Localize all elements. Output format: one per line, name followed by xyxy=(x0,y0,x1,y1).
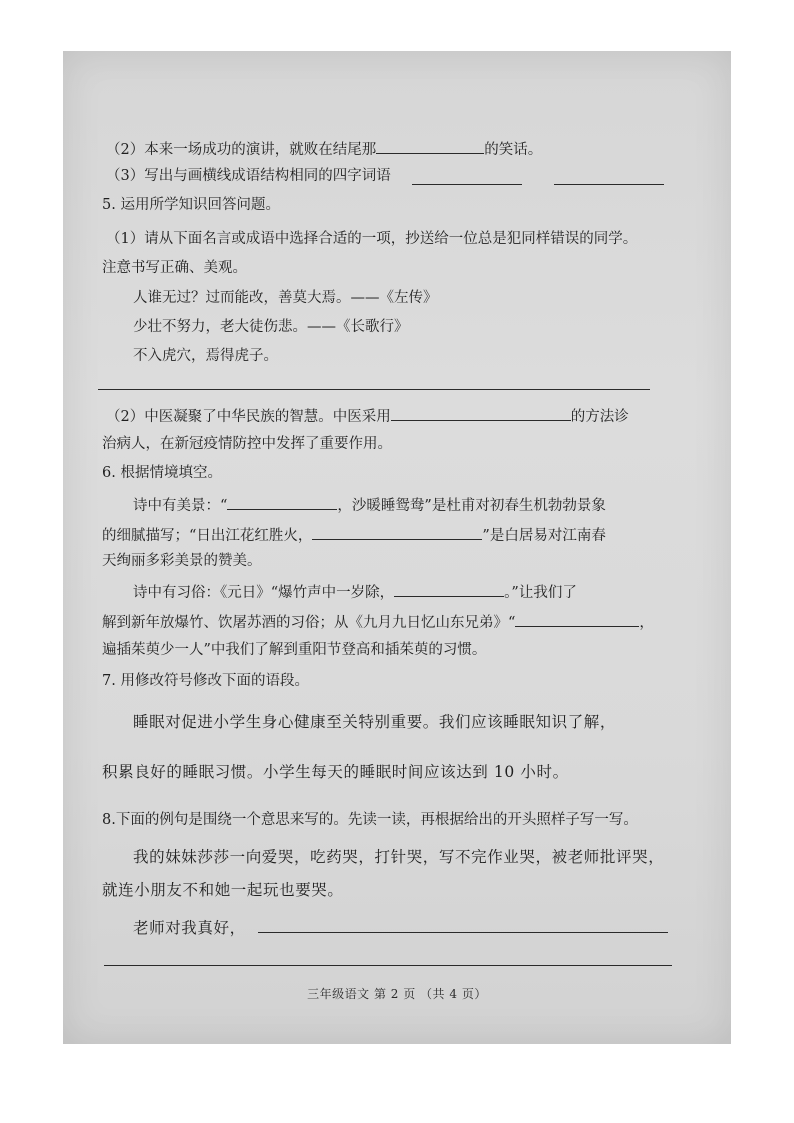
page-footer: 三年级语文 第 2 页 （共 4 页） xyxy=(307,987,487,1001)
q4-item-2: （2）本来一场成功的演讲，就败在结尾那 的笑话。 xyxy=(106,138,542,160)
q5-item-2-blank[interactable] xyxy=(391,405,571,421)
q6-custom-blank-1[interactable] xyxy=(394,581,504,597)
q7-passage-line-1[interactable]: 睡眠对促进小学生身心健康至关特别重要。我们应该睡眠知识了解， xyxy=(133,713,617,731)
q5-answer-line[interactable] xyxy=(98,389,650,390)
q8-answer-line-1[interactable] xyxy=(258,932,668,933)
q5-item-2-line-1: （2）中医凝聚了中华民族的智慧。中医采用 的方法诊 xyxy=(106,405,629,427)
q4-item-3-blank-2[interactable] xyxy=(554,169,664,185)
q6-scenery-blank-1[interactable] xyxy=(227,494,337,510)
q5-quote-2: 少壮不努力，老大徒伤悲。——《长歌行》 xyxy=(133,319,409,335)
q8-prompt-start: 老师对我真好， xyxy=(133,919,246,937)
q8-example-line-2: 就连小朋友不和她一起玩也要哭。 xyxy=(102,881,344,899)
q6-scenery-blank-2[interactable] xyxy=(312,524,482,540)
q6-scenery-line-3: 天绚丽多彩美景的赞美。 xyxy=(102,553,262,569)
q5-item-1-line-1: （1）请从下面名言或成语中选择合适的一项，抄送给一位总是犯同样错误的同学。 xyxy=(106,231,638,247)
q8-example-line-1: 我的妹妹莎莎一向爱哭，吃药哭，打针哭，写不完作业哭，被老师批评哭， xyxy=(133,848,665,866)
q5-heading: 5. 运用所学知识回答问题。 xyxy=(102,197,280,213)
q4-item-3-blank-1[interactable] xyxy=(412,169,522,185)
q6-custom-line-1: 诗中有习俗：《元日》“爆竹声中一岁除， 。”让我们了 xyxy=(133,581,577,603)
q6-scenery-line-2: 的细腻描写；“日出江花红胜火， ”是白居易对江南春 xyxy=(102,524,606,546)
q8-answer-line-2[interactable] xyxy=(104,965,672,966)
q7-passage-line-2[interactable]: 积累良好的睡眠习惯。小学生每天的睡眠时间应该达到 10 小时。 xyxy=(102,763,569,781)
q6-scenery-line-1: 诗中有美景：“ ，沙暖睡鸳鸯”是杜甫对初春生机勃勃景象 xyxy=(133,494,606,516)
q5-item-1-line-2: 注意书写正确、美观。 xyxy=(102,260,247,276)
q6-custom-line-3: 遍插茱萸少一人”中我们了解到重阳节登高和插茱萸的习惯。 xyxy=(102,642,487,658)
q5-quote-1: 人谁无过？过而能改，善莫大焉。——《左传》 xyxy=(133,290,438,306)
q5-item-2-line-2: 治病人，在新冠疫情防控中发挥了重要作用。 xyxy=(102,436,392,452)
q6-custom-line-2: 解到新年放爆竹、饮屠苏酒的习俗；从《九月九日忆山东兄弟》“ ， xyxy=(102,611,654,633)
q6-custom-blank-2[interactable] xyxy=(515,611,639,627)
q6-heading: 6. 根据情境填空。 xyxy=(102,465,222,481)
q7-heading: 7. 用修改符号修改下面的语段。 xyxy=(102,673,309,689)
q4-item-2-blank[interactable] xyxy=(376,138,484,154)
q5-quote-3: 不入虎穴，焉得虎子。 xyxy=(133,348,278,364)
q4-item-3: （3）写出与画横线成语结构相同的四字词语 xyxy=(106,168,391,184)
q8-heading: 8.下面的例句是围绕一个意思来写的。先读一读，再根据给出的开头照样子写一写。 xyxy=(102,812,638,828)
